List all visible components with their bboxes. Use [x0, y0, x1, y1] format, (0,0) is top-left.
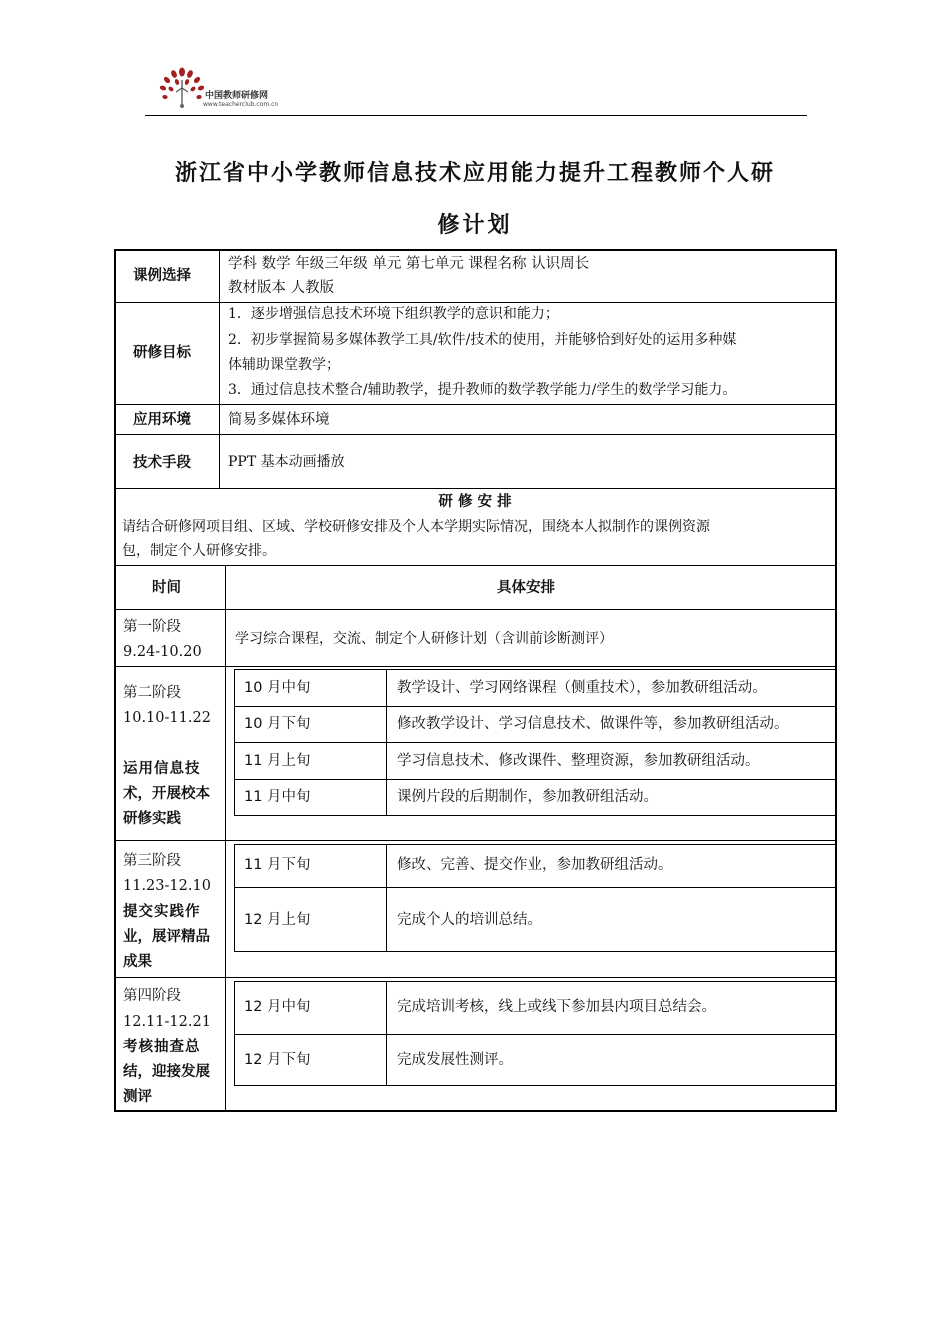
nested-col-line — [234, 844, 235, 952]
row-divider — [114, 840, 836, 841]
goal-item-2a: 2．初步掌握简易多媒体教学工具/软件/技术的使用，并能够恰到好处的运用多种媒 — [228, 332, 737, 348]
course-label: 课例选择 — [133, 268, 191, 284]
course-info-line2: 教材版本 人教版 — [228, 280, 335, 296]
arrangement-desc-line2: 包，制定个人研修安排。 — [122, 543, 276, 559]
period-cell: 12 月中旬 — [244, 999, 311, 1015]
task-cell: 完成发展性测评。 — [397, 1052, 513, 1068]
task-cell: 完成培训考核，线上或线下参加县内项目总结会。 — [397, 999, 716, 1015]
goal-item-2b: 体辅助课堂教学； — [228, 357, 340, 373]
row-divider — [114, 488, 836, 489]
row-divider — [114, 609, 836, 610]
page-title-line1: 浙江省中小学教师信息技术应用能力提升工程教师个人研 — [174, 160, 775, 186]
nested-row-line — [234, 887, 835, 888]
stage-theme-line: 业，展评精品 — [123, 929, 210, 945]
env-label: 应用环境 — [133, 412, 191, 428]
row-divider — [114, 302, 836, 303]
task-cell: 教学设计、学习网络课程（侧重技术），参加教研组活动。 — [397, 680, 767, 696]
table-border-bottom — [114, 1110, 837, 1112]
stage-theme-line: 成果 — [123, 954, 152, 970]
nested-col-line — [234, 981, 235, 1086]
arrangement-heading: 研 修 安 排 — [438, 494, 512, 510]
period-cell: 10 月中旬 — [244, 680, 311, 696]
row-divider — [114, 977, 836, 978]
stage-dates: 12.11-12.21 — [123, 1014, 211, 1030]
stage-name: 第一阶段 — [123, 619, 181, 635]
stage-theme-line: 运用信息技 — [123, 761, 201, 777]
header-rule — [145, 115, 807, 116]
nested-row-line — [234, 981, 835, 982]
tech-value: PPT 基本动画播放 — [228, 454, 345, 470]
period-cell: 11 月上旬 — [244, 753, 311, 769]
task-cell: 修改教学设计、学习信息技术、做课件等，参加教研组活动。 — [397, 716, 789, 732]
stage-theme-line: 术，开展校本 — [123, 786, 210, 802]
period-cell: 12 月上旬 — [244, 912, 311, 928]
teacherclub-logo-icon — [157, 66, 207, 110]
stage-theme-line: 研修实践 — [123, 811, 181, 827]
nested-col-line — [386, 669, 387, 816]
stage-theme-line: 结，迎接发展 — [123, 1064, 210, 1080]
stage-theme-line: 提交实践作 — [123, 904, 201, 920]
course-info-line1: 学科 数学 年级三年级 单元 第七单元 课程名称 认识周长 — [228, 256, 590, 272]
nested-col-line — [386, 844, 387, 952]
stage-dates: 10.10-11.22 — [123, 710, 211, 726]
nested-row-line — [234, 1034, 835, 1035]
stage-plan: 学习综合课程，交流、制定个人研修计划（含训前诊断测评） — [235, 631, 613, 647]
nested-row-line — [234, 815, 835, 816]
goal-item-1: 1．逐步增强信息技术环境下组织教学的意识和能力； — [228, 306, 559, 322]
col-header-time: 时间 — [152, 580, 181, 596]
logo-chinese-text: 中国教师研修网 — [205, 91, 269, 101]
nested-row-line — [234, 779, 835, 780]
time-col-divider — [225, 565, 226, 1111]
nested-row-line — [234, 1085, 835, 1086]
info-col-divider — [219, 249, 220, 489]
table-border-right — [835, 249, 837, 1112]
table-border-top — [114, 249, 837, 251]
nested-col-line — [234, 669, 235, 816]
task-cell: 课例片段的后期制作，参加教研组活动。 — [397, 789, 658, 805]
stage-name: 第四阶段 — [123, 988, 181, 1004]
col-header-plan: 具体安排 — [497, 580, 555, 596]
stage-name: 第三阶段 — [123, 853, 181, 869]
goal-label: 研修目标 — [133, 345, 191, 361]
tech-label: 技术手段 — [133, 455, 191, 471]
nested-col-line — [386, 981, 387, 1086]
stage-theme-line: 考核抽查总 — [123, 1039, 201, 1055]
stage-name: 第二阶段 — [123, 685, 181, 701]
page-header — [145, 62, 807, 116]
table-border-left — [114, 249, 116, 1112]
stage-dates: 11.23-12.10 — [123, 878, 211, 894]
nested-row-line — [234, 844, 835, 845]
row-divider — [114, 404, 836, 405]
task-cell: 修改、完善、提交作业，参加教研组活动。 — [397, 857, 673, 873]
task-cell: 学习信息技术、修改课件、整理资源，参加教研组活动。 — [397, 753, 760, 769]
arrangement-desc-line1: 请结合研修网项目组、区域、学校研修安排及个人本学期实际情况，围绕本人拟制作的课例资源 — [122, 519, 710, 535]
stage-theme-line: 测评 — [123, 1089, 152, 1105]
stage-dates: 9.24-10.20 — [123, 644, 202, 660]
env-value: 简易多媒体环境 — [228, 412, 330, 428]
nested-row-line — [234, 706, 835, 707]
nested-row-line — [234, 951, 835, 952]
period-cell: 12 月下旬 — [244, 1052, 311, 1068]
page-title-line2: 修计划 — [437, 212, 513, 238]
period-cell: 10 月下旬 — [244, 716, 311, 732]
row-divider — [114, 434, 836, 435]
row-divider — [114, 666, 836, 667]
goal-item-3: 3．通过信息技术整合/辅助教学，提升教师的数学教学能力/学生的数学学习能力。 — [228, 382, 737, 398]
period-cell: 11 月下旬 — [244, 857, 311, 873]
nested-row-line — [234, 742, 835, 743]
task-cell: 完成个人的培训总结。 — [397, 912, 542, 928]
period-cell: 11 月中旬 — [244, 789, 311, 805]
row-divider — [114, 565, 836, 566]
nested-row-line — [234, 669, 835, 670]
logo-url-text: www.teacherclub.com.cn — [203, 101, 279, 108]
